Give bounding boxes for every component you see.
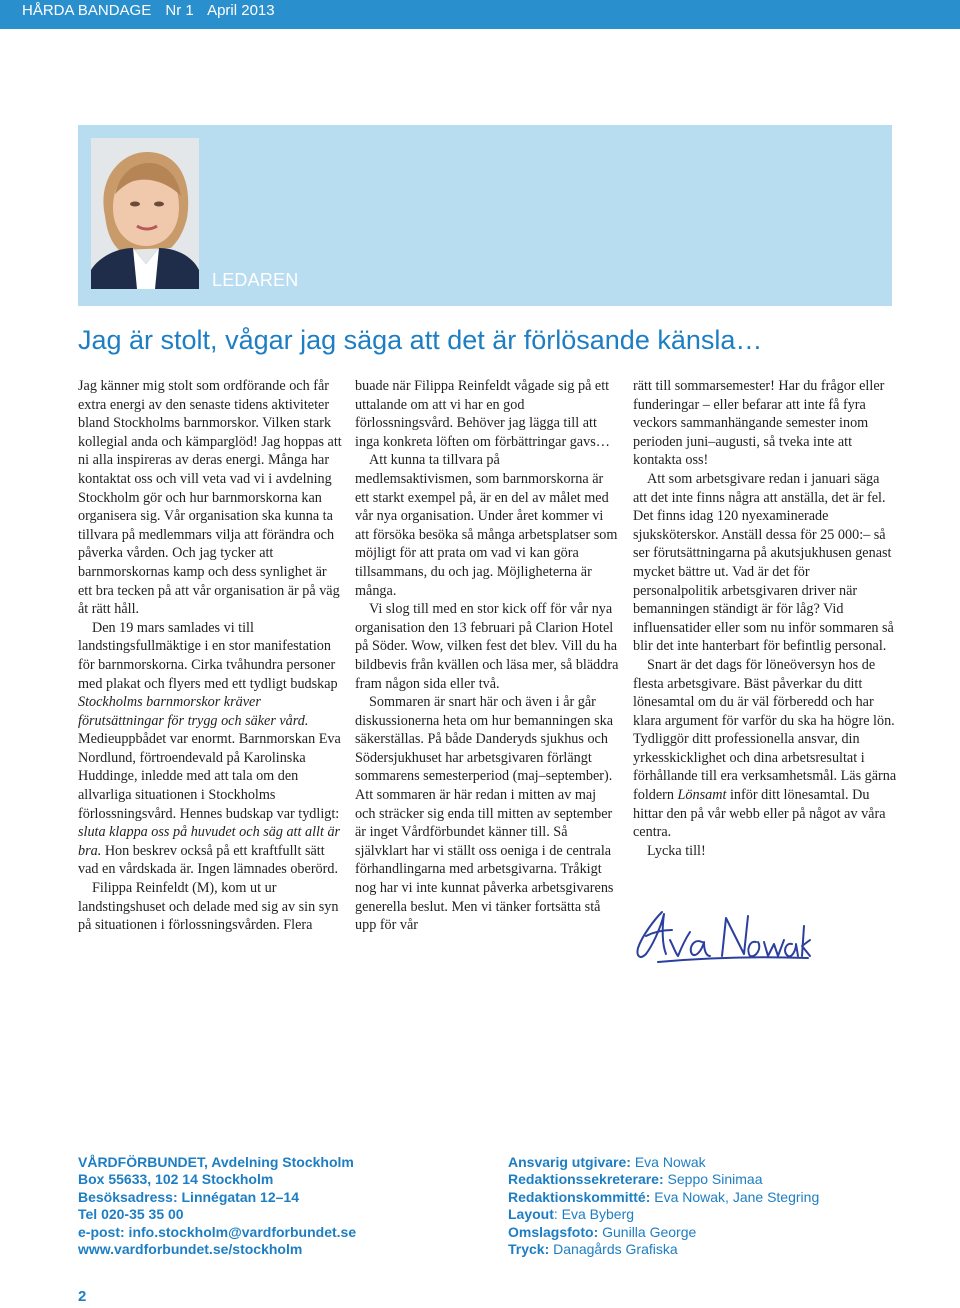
- portrait-photo: [91, 138, 199, 289]
- footer-credits: [508, 1154, 819, 1258]
- credit-label: Redaktionssekreterare:: [508, 1171, 664, 1188]
- paragraph-text: Den 19 mars samlades vi till landstingsfullmäktige i en stor manifestation för barnmorskorna. Cirka tvåhundra personer med plakat och flyers med ett tydligt budskap: [78, 619, 338, 692]
- article-column-2: [355, 377, 619, 935]
- emphasized-text: sluta klappa oss på huvudet och säg att allt är bra.: [78, 824, 341, 859]
- credit-line: [508, 1206, 819, 1223]
- issue-date: April 2013: [207, 2, 275, 19]
- footer-website[interactable]: www.vardforbundet.se/stockholm: [78, 1241, 303, 1258]
- paragraph-text: Jag känner mig stolt som ordförande och får extra energi av den senaste tidens aktiviteter bland Stockholms barnmorskor. Vilken stark kollegial anda och kämparglöd! Jag hoppas att ni alla inspireras av deras energi. Många har kontaktat oss och vill veta vad vi i avdelning Stockholm gör och hur barnmorskorna kan organisera sig. Vår organisation ska kunna ta tillvara på medlemmars vilja att förändra och påverka vården. Och jag tycker att barnmorskornas kamp och dess synlighet är ett bra tecken på att vår organisation är på väg åt rätt håll.: [78, 378, 342, 618]
- article-paragraph: [633, 377, 897, 470]
- credit-label: Tryck:: [508, 1241, 550, 1258]
- paragraph-text: Lycka till!: [647, 842, 706, 859]
- paragraph-text: rätt till sommarsemester! Har du frågor eller funderingar – eller befarar att inte få fyra veckors sammanhängande semester inom perioden juni–augusti, så tveka inte att kontakta oss!: [633, 378, 885, 469]
- credit-value: Eva Nowak, Jane Stegring: [654, 1188, 820, 1205]
- credit-value: Eva Nowak: [634, 1154, 706, 1170]
- article-paragraph: [355, 451, 619, 600]
- credit-line: [508, 1224, 819, 1241]
- paragraph-text: Sommaren är snart här och även i år går diskussionerna heta om hur bemanningen ska säkerställas. På både Danderyds sjukhus och Södersjukhuset har arbetsgivaren förlängt sommarens semesterperiod (maj–september). Att sommaren är här redan i mitten av maj och sträcker sig enda till mitten av september är inget Vårdförbundet känner till. Så självklart har vi ställt oss oeniga i de centrala förhandlingarna med arbetsgivarna. Tråkigt nog har vi inte kunnat påverka arbetsgivarens generella beslut. Men vi tänker fortsätta stå upp för vår: [355, 694, 614, 934]
- credit-value: Danagårds Grafiska: [553, 1241, 678, 1258]
- article-paragraph: [78, 879, 342, 935]
- paragraph-text: Att som arbetsgivare redan i januari säga att det inte finns några att anställa, det är fel. Det finns idag 120 nyexaminerade sjuksköterskor. Anställ dessa för 25 000:– så ser förutsättningarna på akutsjukhusen genast mycket bättre ut. Vad är det för personalpolitik arbetsgivaren driver när bemanningen ständigt är för låg? Vid influensatider eller som nu inför sommaren så blir det inte hanterbart för befintlig personal.: [633, 470, 894, 655]
- paragraph-text: Snart är det dags för löneöversyn hos de flesta arbetsgivare. Bäst påverkar du ditt lönesamtal om du är väl förberedd och har klara argument för varför du ska ha högre lön. Tydliggör ditt professionella ansvar, din yrkesskicklighet och dina arbetsresultat i förhållande till era verksamhetsmål. Läs gärna foldern: [633, 656, 897, 804]
- article-paragraph: [633, 842, 897, 861]
- paragraph-text: buade när Filippa Reinfeldt vågade sig på ett uttalande om att vi har en god förlossningsvård. Behöver jag lägga till att inga konkreta löften om förbättringar gavs…: [355, 378, 610, 450]
- credit-line: [508, 1154, 819, 1171]
- credit-line: [508, 1241, 819, 1258]
- credit-value: : Eva Byberg: [553, 1206, 635, 1223]
- publication-name: HÅRDA BANDAGE: [22, 2, 152, 19]
- signature: [632, 900, 812, 970]
- paragraph-text: inför ditt lönesamtal. Du hittar den på vår webb eller på något av våra centra.: [633, 787, 886, 841]
- credit-line: [508, 1189, 819, 1206]
- footer-org-line: VÅRDFÖRBUNDET, Avdelning Stockholm: [78, 1154, 354, 1170]
- footer-contact: [78, 1154, 356, 1258]
- running-header: [0, 0, 960, 29]
- portrait-illustration: [91, 138, 199, 289]
- paragraph-text: Filippa Reinfeldt (M), kom ut ur landstingshuset och delade med sig av sin syn på situationen i förlossningsvården. Flera: [78, 880, 339, 934]
- signature-handwriting: [632, 900, 812, 970]
- credit-value: Gunilla George: [602, 1223, 697, 1240]
- emphasized-text: Stockholms barnmorskor kräver förutsättningar för trygg och säker vård.: [78, 694, 309, 729]
- credit-value: Seppo Sinimaa: [667, 1171, 763, 1188]
- footer-org-line: Box 55633, 102 14 Stockholm: [78, 1171, 274, 1188]
- section-label: LEDAREN: [212, 270, 299, 290]
- article-column-3: [633, 377, 897, 860]
- article-column-1: [78, 377, 342, 935]
- article-paragraph: [633, 656, 897, 842]
- issue-number: Nr 1: [165, 2, 194, 19]
- article-paragraph: [355, 600, 619, 693]
- article-paragraph: [78, 619, 342, 879]
- paragraph-text: Att kunna ta tillvara på medlemsaktivismen, som barnmorskorna är ett starkt exempel på, är en del av målet med vår nya organisation. Under året kommer vi att försöka besöka så många arbetsplatser som möjligt för att prata om vad vi kan göra tillsammans, du och jag. Möjligheterna är många.: [355, 452, 618, 599]
- footer-email[interactable]: e-post: info.stockholm@vardforbundet.se: [78, 1223, 357, 1240]
- credit-label: Redaktionskommitté:: [508, 1188, 651, 1205]
- footer-org-line: Tel 020-35 35 00: [78, 1206, 184, 1223]
- credit-label: Layout: [508, 1206, 554, 1223]
- article-paragraph: [78, 377, 342, 619]
- article-paragraph: [355, 693, 619, 935]
- credit-line: [508, 1171, 819, 1188]
- paragraph-text: Vi slog till med en stor kick off för vår nya organisation den 13 februari på Clarion Hotel på Söder. Wow, vilken fest det blev. Vill du ha bildbevis från kvällen och läsa mer, så bläddra fram någon sida eller två.: [355, 601, 619, 692]
- article-paragraph: [633, 470, 897, 656]
- paragraph-text: Hon beskrev också på ett kraftfullt sätt vad en vårdskada är. Ingen lämnades oberörd.: [78, 842, 339, 878]
- paragraph-text: Medieuppbådet var enormt. Barnmorskan Eva Nordlund, förtroendevald på Karolinska Huddinge, inledde med att tala om den allvarliga situationen i Stockholms förlossningsvård. Hennes budskap var tydligt:: [78, 731, 341, 822]
- article-headline: Jag är stolt, vågar jag säga att det är förlösande känsla…: [78, 325, 763, 355]
- credit-label: Ansvarig utgivare:: [508, 1154, 631, 1170]
- emphasized-text: Lönsamt: [677, 787, 727, 804]
- footer-org-line: Besöksadress: Linnégatan 12–14: [78, 1188, 299, 1205]
- article-paragraph: [355, 377, 619, 451]
- hero-banner: [78, 125, 892, 306]
- credit-label: Omslagsfoto:: [508, 1223, 599, 1240]
- page-number: 2: [78, 1288, 87, 1305]
